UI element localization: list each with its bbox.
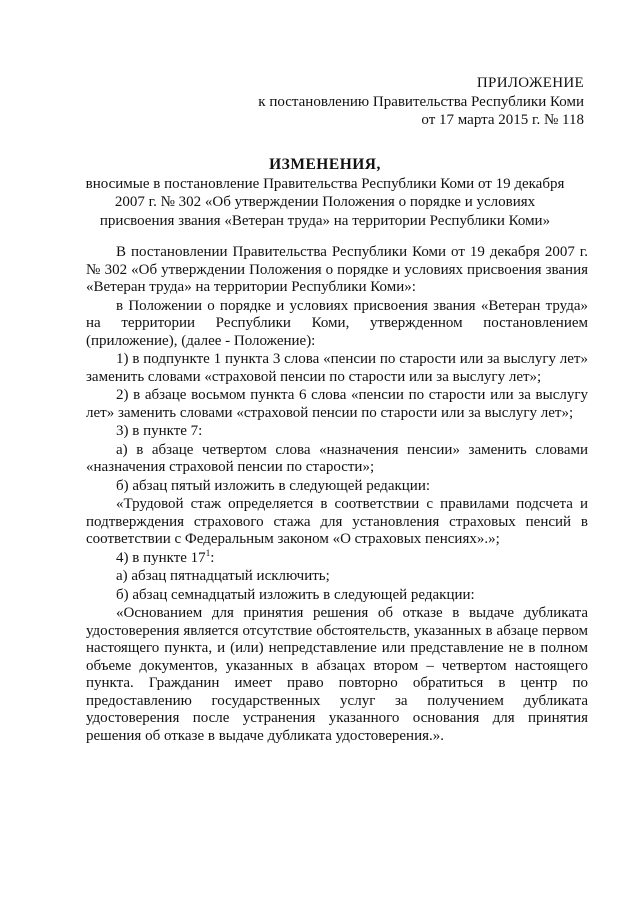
title-line-3: присвоения звания «Ветеран труда» на территории Республики Коми» [99, 212, 551, 229]
item-4-text: 4) в пункте 17 [116, 549, 206, 566]
paragraph-intro: В постановлении Правительства Республики Коми от 19 декабря 2007 г. № 302 «Об утверждении Положения о порядке и условиях присвоения звания «Ветеран труда» на территории Республики Коми»: [86, 244, 588, 295]
item-4-colon: : [210, 549, 215, 566]
paragraph-item-3b-text: «Трудовой стаж определяется в соответствии с правилами подсчета и подтверждения страхового стажа для установления страховых пенсий в соответствии с Федеральным законом «О страховых пенсиях».»; [86, 496, 588, 547]
paragraph-item-1: 1) в подпункте 1 пункта 3 слова «пенсии по старости или за выслугу лет» заменить словами «страховой пенсии по старости или за выслугу лет»; [86, 351, 588, 385]
paragraph-item-3a: а) в абзаце четвертом слова «назначения пенсии» заменить словами «назначения страховой пенсии по старости»; [86, 441, 588, 475]
appendix-label: ПРИЛОЖЕНИЕ [476, 75, 584, 91]
appendix-reference-line: к постановлению Правительства Республики Коми [258, 93, 584, 110]
paragraph-item-4b: б) абзац семнадцатый изложить в следующей редакции: [116, 586, 475, 603]
paragraph-item-3: 3) в пункте 7: [116, 423, 203, 439]
title-heading: ИЗМЕНЕНИЯ, [269, 156, 381, 173]
appendix-header [258, 74, 584, 130]
paragraph-item-4 [86, 547, 588, 568]
document-body [86, 244, 588, 745]
title-line-2: 2007 г. № 302 «Об утверждении Положения о порядке и условиях [114, 194, 536, 210]
item-4-superscript: 1 [205, 547, 211, 558]
appendix-date-line: от 17 марта 2015 г. № 118 [421, 112, 584, 128]
paragraph-regulation: в Положении о порядке и условиях присвоения звания «Ветеран труда» на территории Республики Коми, утвержденном постановлением (приложение), (далее - Положение): [86, 297, 588, 349]
paragraph-item-4b-text: «Основанием для принятия решения об отказе в выдаче дубликата удостоверения является отсутствие обстоятельств, указанных в абзаце первом настоящего пункта, и (или) непредставление или представление не в полном объеме документов, указанных в абзацах втором – четвертом настоящего пункта. Гражданин имеет право повторно обратиться в центр по предоставлению государственных услуг за получением дубликата удостоверения после устранения указанного основания для принятия решения об отказе в выдаче дубликата удостоверения.». [86, 605, 588, 744]
document-title [60, 156, 590, 230]
paragraph-item-4a: а) абзац пятнадцатый исключить; [116, 568, 330, 584]
paragraph-item-2: 2) в абзаце восьмом пункта 6 слова «пенсии по старости или за выслугу лет» заменить словами «страховой пенсии по старости или за выслугу лет»; [86, 387, 588, 421]
paragraph-item-3b: б) абзац пятый изложить в следующей редакции: [116, 477, 431, 494]
title-line-1: вносимые в постановление Правительства Республики Коми от 19 декабря [85, 175, 565, 192]
